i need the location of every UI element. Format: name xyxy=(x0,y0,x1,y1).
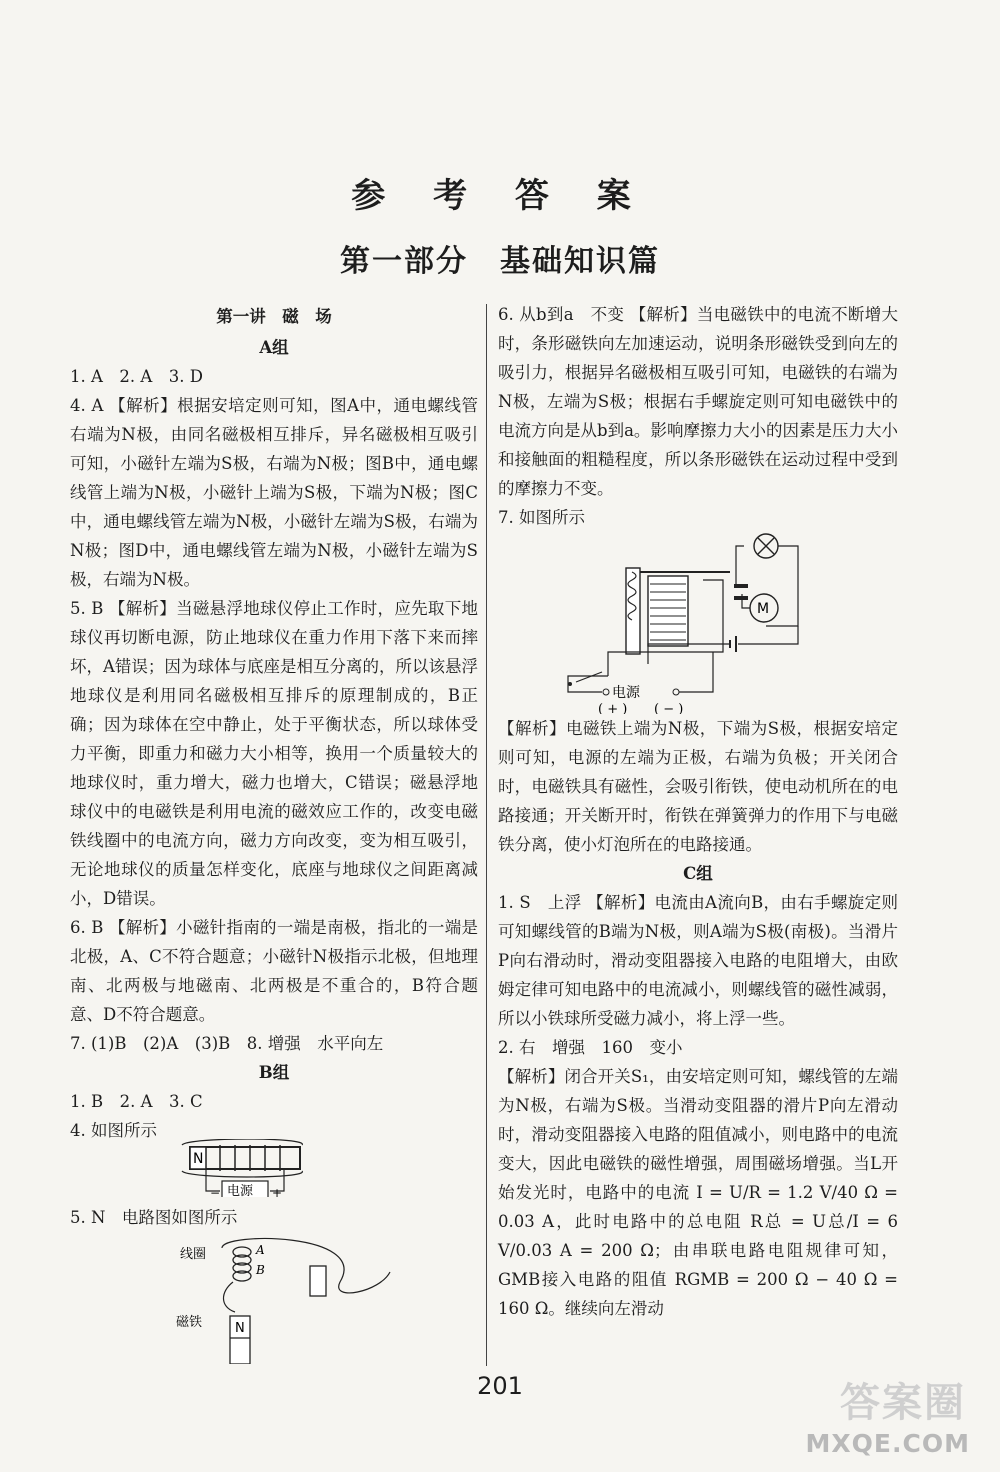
answer-r6: 6. 从b到a 不变 【解析】当电磁铁中的电流不断增大时，条形磁铁向左加速运动，说明条形磁铁受到向左的吸引力，根据异名磁极相互吸引可知，电磁铁的右端为N极，左端为S极；根据右手螺旋定则可知电磁铁中的电流方向是从b到a。影响摩擦力大小的因素是压力大小和接触面的粗糙程度，所以条形磁铁在运动过程中受到的摩擦力不变。 xyxy=(498,305,898,498)
answer-c1: 1. S 上浮 【解析】电流由A流向B，由右手螺旋定则可知螺线管的B端为N极，则A端为S极(南极)。当滑片P向右滑动时，滑动变阻器接入电路的电阻增大，由欧姆定律可知电路中的电流减小，则螺线管的磁性减弱，所以小铁球所受磁力减小，将上浮一些。 xyxy=(498,893,898,1028)
relay-diagram xyxy=(498,532,898,714)
coil-a-label: A xyxy=(256,1243,265,1257)
answer-a5: 5. B 【解析】当磁悬浮地球仪停止工作时，应先取下地球仪再切断电源，防止地球仪在重力作用下落下来而摔坏，A错误；因为球体与底座是相互分离的，所以该悬浮地球仪是利用同名磁极相互排斥的原理制成的，B正确；因为球体在空中静止，处于平衡状态，所以球体受力平衡，即重力和磁力大小相等，换用一个质量较大的地球仪时，重力增大，磁力也增大，C错误；磁悬浮地球仪中的电磁铁是利用电流的磁效应工作的，改变电磁铁线圈中的电流方向，磁力方向改变，变为相互吸引，无论地球仪的质量怎样变化，底座与地球仪之间距离减小，D错误。 xyxy=(70,599,478,908)
solenoid-plus: + xyxy=(272,1186,283,1197)
motor-label: M xyxy=(757,601,770,617)
coil-figure xyxy=(70,1232,478,1364)
answer-a1-3: 1. A 2. A 3. D xyxy=(70,367,204,386)
answer-r7-explanation: 【解析】电磁铁上端为N极，下端为S极，根据安培定则可知，电源的左端为正极，右端为负极；开关闭合时，电磁铁具有磁性，会吸引衔铁，使电动机所在的电路接通；开关断开时，衔铁在弹簧弹力的作用下与电磁铁分离，使小灯泡所在的电路接通。 xyxy=(498,719,898,854)
solenoid-power-label: 电源 xyxy=(227,1184,254,1197)
solenoid-n-label: N xyxy=(193,1151,204,1167)
answer-r7: 7. 如图所示 xyxy=(498,508,585,527)
answer-a4: 4. A 【解析】根据安培定则可知，图A中，通电螺线管右端为N极，由同名磁极相互排斥，异名磁极相互吸引可知，小磁针左端为S极，右端为N极；图B中，通电螺线管上端为N极，小磁针上端为S极，下端为N极；图C中，通电螺线管左端为N极，小磁针左端为S极，右端为N极；图D中，通电螺线管左端为N极，小磁针左端为S极，右端为N极。 xyxy=(70,396,478,589)
relay-power-label: 电源 xyxy=(612,685,640,701)
answer-b4: 4. 如图所示 xyxy=(70,1121,157,1140)
page-number: 201 xyxy=(477,1372,523,1400)
answer-b1-3: 1. B 2. A 3. C xyxy=(70,1092,203,1111)
answer-a7-8: 7. (1)B (2)A (3)B 8. 增强 水平向左 xyxy=(70,1034,384,1053)
relay-negative: ( − ) xyxy=(654,702,684,714)
watermark-logo-text: 答案圈 xyxy=(840,1380,966,1426)
solenoid-diagram xyxy=(70,1139,478,1197)
group-a-heading: A组 xyxy=(259,338,289,357)
left-column xyxy=(70,300,478,1364)
coil-label: 线圈 xyxy=(180,1247,207,1262)
page-title: 参 考 答 案 xyxy=(351,176,649,216)
right-column xyxy=(498,300,898,1323)
part-subtitle: 第一部分 基础知识篇 xyxy=(340,244,660,279)
coil-diagram xyxy=(70,1232,478,1364)
coil-b-label: B xyxy=(256,1263,265,1277)
group-c-heading: C组 xyxy=(683,864,713,883)
group-b-heading: B组 xyxy=(258,1063,290,1082)
column-divider xyxy=(486,304,487,1366)
answer-c2: 2. 右 增强 160 变小 xyxy=(498,1038,683,1057)
answer-c2-explanation: 【解析】闭合开关S₁，由安培定则可知，螺线管的左端为N极，右端为S极。当滑动变阻器的滑片P向左滑动时，滑动变阻器接入电路的阻值减小，则电路中的电流变大，因此电磁铁的磁性增强，周围磁场增强。当L开始发光时，电路中的电流 I = U/R = 1.2 V/40 Ω = 0.03 A，此时电路中的总电阻 R总 = U总/I = 6 V/0.03 A = 200 Ω；由串联电路电阻规律可知，GMB接入电路的阻值 RGMB = 200 Ω − 40 Ω = 160 Ω。继续向左滑动 xyxy=(498,1067,898,1318)
magnet-label: 磁铁 xyxy=(176,1315,203,1330)
relay-positive: ( + ) xyxy=(598,702,628,714)
answer-a6: 6. B 【解析】小磁针指南的一端是南极，指北的一端是北极，A、C不符合题意；小磁针N极指示北极，但地理南、北两极与地磁南、北两极是不重合的，B符合题意、D不符合题意。 xyxy=(70,918,478,1024)
solenoid-minus: − xyxy=(210,1186,221,1197)
lecture-heading: 第一讲 磁 场 xyxy=(216,307,332,326)
answer-b5: 5. N 电路图如图所示 xyxy=(70,1208,238,1227)
solenoid-figure xyxy=(70,1145,478,1203)
relay-figure xyxy=(498,532,898,714)
magnet-n-label: N xyxy=(235,1321,245,1336)
watermark-url: MXQE.COM xyxy=(805,1429,970,1458)
